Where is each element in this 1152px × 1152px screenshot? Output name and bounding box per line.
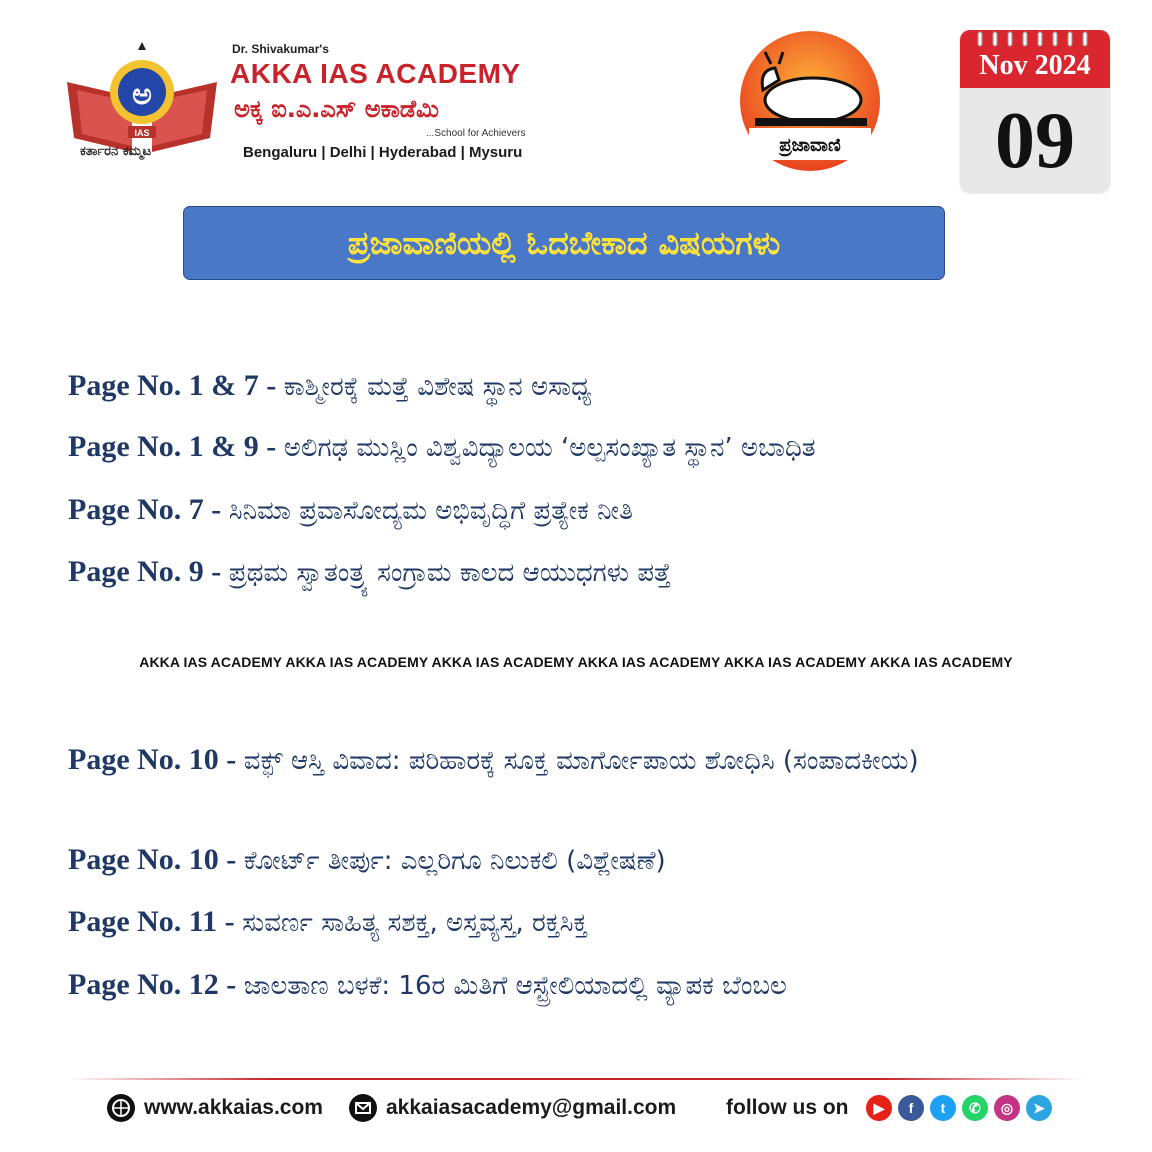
calendar (960, 30, 1110, 192)
email-text: akkaiasacademy@gmail.com (386, 1096, 677, 1119)
list-item (68, 427, 1108, 468)
ias-badge-text: IAS (134, 128, 150, 138)
calendar-month-year: Nov 2024 (979, 50, 1091, 81)
item-title: ಸಿನಿಮಾ ಪ್ರವಾಸೋದ್ಯಮ ಅಭಿವೃದ್ಧಿಗೆ ಪ್ರತ್ಯೇಕ ನೀತಿ (228, 496, 633, 526)
twitter-icon[interactable]: t (930, 1095, 956, 1121)
list-item (68, 552, 1108, 593)
list-item (68, 840, 1108, 881)
item-title: ಪ್ರಥಮ ಸ್ವಾತಂತ್ರ್ಯ ಸಂಗ್ರಾಮ ಕಾಲದ ಆಯುಧಗಳು ಪತ್ತೆ (228, 558, 672, 588)
item-page: Page No. 9 - (68, 555, 229, 588)
calendar-rings (960, 30, 1110, 50)
follow-label: follow us on (726, 1096, 849, 1119)
item-page: Page No. 7 - (68, 493, 229, 526)
footer-divider (68, 1078, 1084, 1080)
list-item (68, 490, 1108, 531)
list-item (68, 740, 1008, 781)
item-title: ಕೋರ್ಟ್ ತೀರ್ಪು: ಎಲ್ಲರಿಗೂ ನಿಲುಕಲಿ (ವಿಶ್ಲೇಷಣೆ) (243, 846, 666, 876)
website-link[interactable] (106, 1090, 323, 1126)
website-text: www.akkaias.com (144, 1096, 323, 1119)
brand-name-kannada: ಅಕ್ಕ ಐ.ಎ.ಎಸ್ ಅಕಾಡೆಮಿ (234, 95, 439, 123)
brand-name: AKKA IAS ACADEMY (230, 58, 521, 89)
item-page: Page No. 12 - (68, 968, 244, 1001)
page-title: ಪ್ರಜಾವಾಣಿಯಲ್ಲಿ ಓದಬೇಕಾದ ವಿಷಯಗಳು (347, 223, 781, 262)
item-page: Page No. 10 - (68, 843, 244, 876)
item-page: Page No. 1 & 7 - (68, 369, 284, 402)
instagram-icon[interactable]: ◎ (994, 1095, 1020, 1121)
brand-cities: Bengaluru | Delhi | Hyderabad | Mysuru (243, 144, 523, 161)
logo-caption: ಕರ್ತಾರನ ಕಮ್ಮಟ (80, 144, 152, 159)
facebook-icon[interactable]: f (898, 1095, 924, 1121)
newspaper-name: ಪ್ರಜಾವಾಣಿ (779, 135, 841, 156)
list-item (68, 965, 1108, 1006)
brand-subtitle: Dr. Shivakumar's (232, 42, 329, 56)
item-page: Page No. 10 - (68, 743, 244, 776)
item-title: ಅಲಿಗಢ ಮುಸ್ಲಿಂ ವಿಶ್ವವಿದ್ಯಾಲಯ ‘ಅಲ್ಪಸಂಖ್ಯಾತ ಸ್ಥಾನ’ ಅಬಾಧಿತ (283, 433, 816, 463)
svg-text:ಅ: ಅ (132, 77, 152, 112)
email-link[interactable] (348, 1090, 676, 1126)
telegram-icon[interactable]: ➤ (1026, 1095, 1052, 1121)
list-item (68, 902, 1108, 943)
item-title: ಸುವರ್ಣ ಸಾಹಿತ್ಯ ಸಶಕ್ತ, ಅಸ್ತವ್ಯಸ್ತ, ರಕ್ತಸಿಕ್ತ (242, 908, 588, 938)
item-title: ಕಾಶ್ಮೀರಕ್ಕೆ ಮತ್ತೆ ವಿಶೇಷ ಸ್ಥಾನ ಅಸಾಧ್ಯ (283, 372, 592, 402)
brand-tagline: ...School for Achievers (426, 128, 526, 139)
item-title: ವಕ್ಫ್ ಆಸ್ತಿ ವಿವಾದ: ಪರಿಹಾರಕ್ಕೆ ಸೂಕ್ತ ಮಾರ್ಗೋಪಾಯ ಶೋಧಿಸಿ (ಸಂಪಾದಕೀಯ) (243, 746, 919, 776)
title-banner (183, 206, 945, 280)
whatsapp-icon[interactable]: ✆ (962, 1095, 988, 1121)
youtube-icon[interactable]: ▶ (866, 1095, 892, 1121)
repeat-banner: AKKA IAS ACADEMY AKKA IAS ACADEMY AKKA IAS ACADEMY AKKA IAS ACADEMY AKKA IAS ACADEMY AKKA IAS ACADEMY (139, 654, 1013, 670)
item-page: Page No. 11 - (68, 905, 243, 938)
list-item (68, 366, 1108, 407)
calendar-day: 09 (995, 97, 1075, 185)
item-title: ಜಾಲತಾಣ ಬಳಕೆ: 16ರ ಮಿತಿಗೆ ಆಸ್ಟ್ರೇಲಿಯಾದಲ್ಲಿ ವ್ಯಾಪಕ ಬೆಂಬಲ (243, 971, 787, 1001)
mail-icon (348, 1093, 378, 1123)
footer (0, 1090, 1152, 1126)
globe-icon (106, 1093, 136, 1123)
item-page: Page No. 1 & 9 - (68, 430, 284, 463)
prajavani-logo (735, 30, 885, 172)
